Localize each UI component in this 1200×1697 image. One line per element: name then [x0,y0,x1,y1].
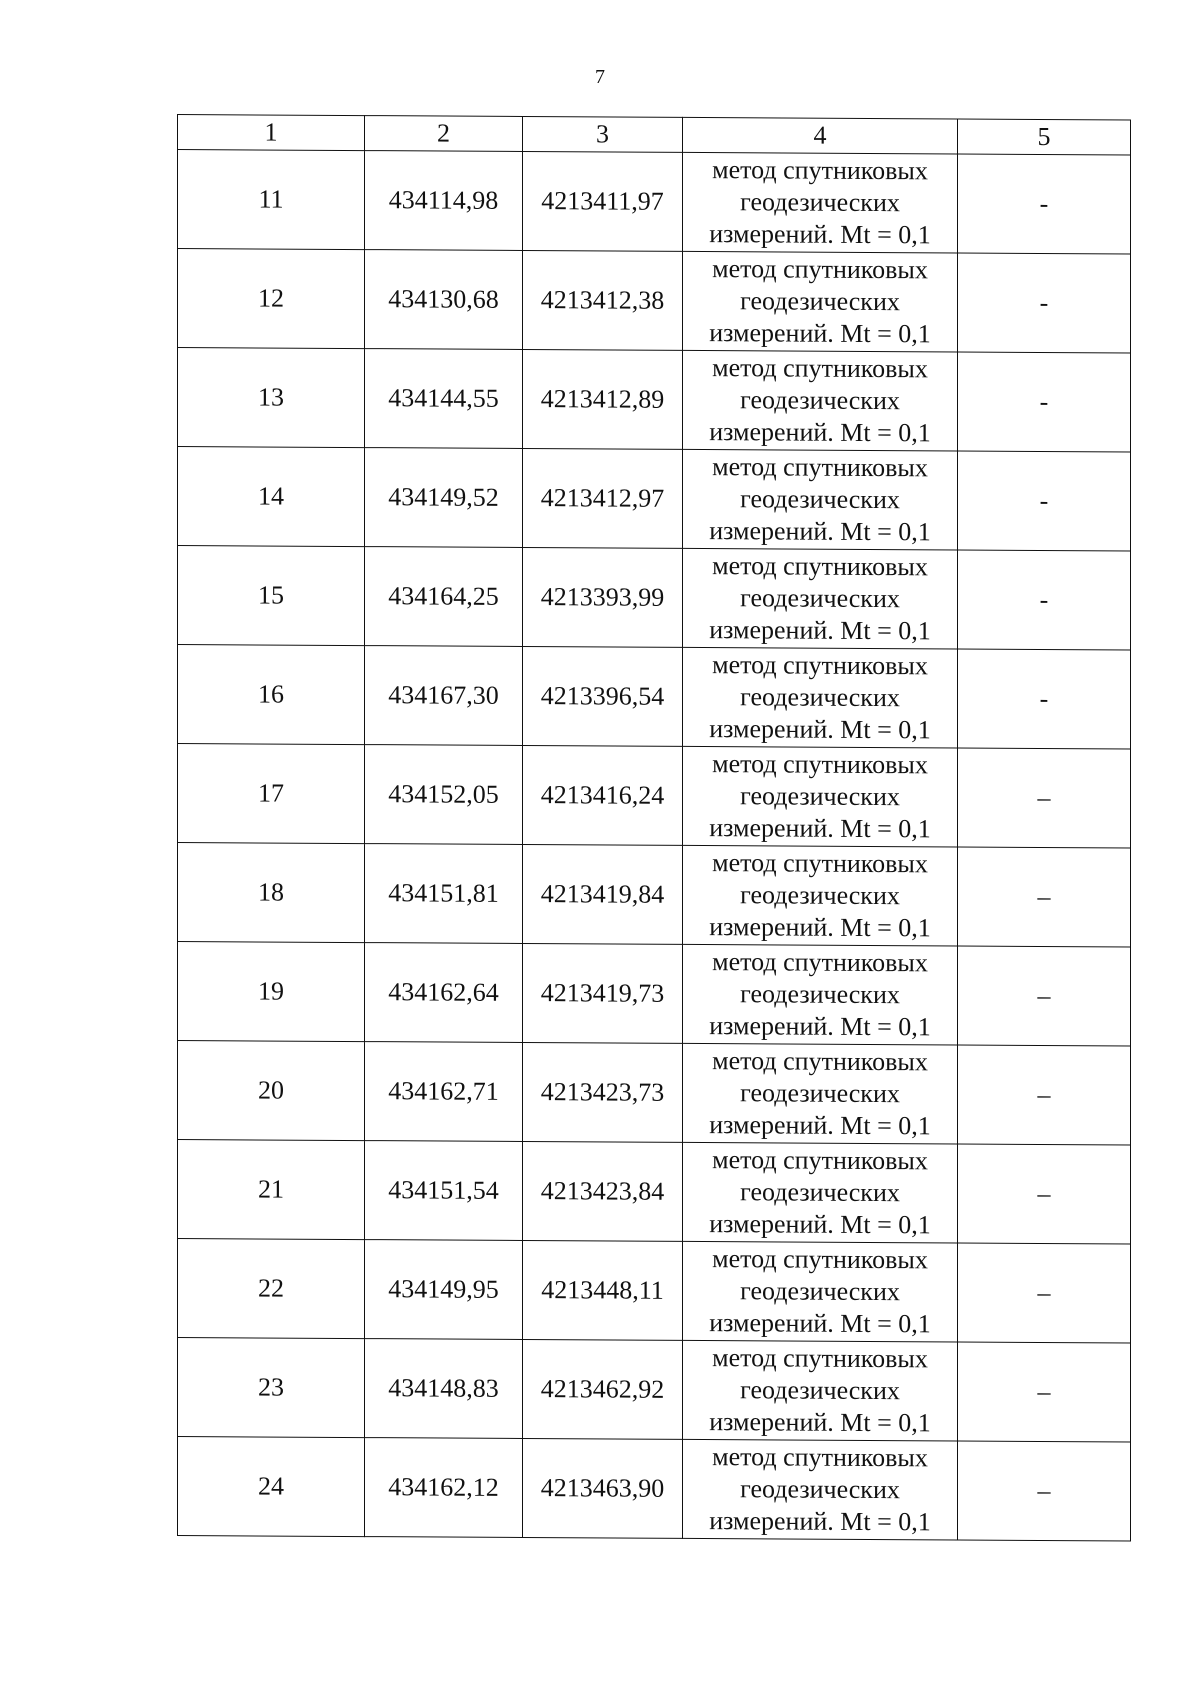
table-header-row [178,115,1131,155]
method-cell: метод спутниковых геодезических измерений. Mt = 0,1 [683,1043,958,1144]
table-row [178,1437,1131,1541]
method-cell: метод спутниковых геодезических измерений. Mt = 0,1 [683,350,958,451]
x-coordinate-cell: 434114,98 [365,151,523,251]
table-row [178,1239,1131,1343]
y-coordinate-cell: 4213423,73 [523,1042,683,1142]
y-coordinate-cell: 4213412,89 [523,349,683,449]
method-cell: метод спутниковых геодезических измерений. Mt = 0,1 [683,746,958,847]
y-coordinate-cell: 4213411,97 [523,151,683,251]
table-row [178,348,1131,452]
table-row [178,447,1131,551]
note-cell: - [958,649,1131,749]
x-coordinate-cell: 434149,95 [365,1240,523,1340]
note-cell: – [958,1342,1131,1442]
point-number-cell: 19 [178,942,365,1042]
table-row [178,249,1131,353]
point-number-cell: 17 [178,744,365,844]
header-col-1: 1 [178,115,365,151]
method-cell: метод спутниковых геодезических измерений. Mt = 0,1 [683,548,958,649]
point-number-cell: 16 [178,645,365,745]
x-coordinate-cell: 434149,52 [365,448,523,548]
table-row [178,546,1131,650]
coordinates-table [177,114,1131,1541]
point-number-cell: 23 [178,1338,365,1438]
y-coordinate-cell: 4213448,11 [523,1240,683,1340]
table-row [178,1140,1131,1244]
note-cell: - [958,550,1131,650]
x-coordinate-cell: 434151,54 [365,1141,523,1241]
y-coordinate-cell: 4213462,92 [523,1339,683,1439]
y-coordinate-cell: 4213412,97 [523,448,683,548]
x-coordinate-cell: 434167,30 [365,646,523,746]
header-col-2: 2 [365,116,523,152]
note-cell: - [958,352,1131,452]
y-coordinate-cell: 4213393,99 [523,547,683,647]
x-coordinate-cell: 434130,68 [365,250,523,350]
x-coordinate-cell: 434162,64 [365,943,523,1043]
y-coordinate-cell: 4213419,84 [523,844,683,944]
point-number-cell: 18 [178,843,365,943]
note-cell: - [958,154,1131,254]
method-cell: метод спутниковых геодезических измерений. Mt = 0,1 [683,1142,958,1243]
point-number-cell: 13 [178,348,365,448]
header-col-4: 4 [683,117,958,154]
method-cell: метод спутниковых геодезических измерений. Mt = 0,1 [683,449,958,550]
table-row [178,942,1131,1046]
table-body [178,150,1131,1541]
note-cell: – [958,847,1131,947]
note-cell: – [958,748,1131,848]
note-cell: – [958,946,1131,1046]
method-cell: метод спутниковых геодезических измерений. Mt = 0,1 [683,944,958,1045]
point-number-cell: 11 [178,150,365,250]
x-coordinate-cell: 434144,55 [365,349,523,449]
method-cell: метод спутниковых геодезических измерений. Mt = 0,1 [683,647,958,748]
table-row [178,645,1131,749]
x-coordinate-cell: 434151,81 [365,844,523,944]
point-number-cell: 20 [178,1041,365,1141]
y-coordinate-cell: 4213463,90 [523,1438,683,1538]
table-row [178,1338,1131,1442]
header-col-5: 5 [958,119,1131,155]
y-coordinate-cell: 4213416,24 [523,745,683,845]
note-cell: – [958,1441,1131,1541]
method-cell: метод спутниковых геодезических измерений. Mt = 0,1 [683,1340,958,1441]
note-cell: – [958,1045,1131,1145]
point-number-cell: 22 [178,1239,365,1339]
method-cell: метод спутниковых геодезических измерений. Mt = 0,1 [683,1439,958,1540]
method-cell: метод спутниковых геодезических измерений. Mt = 0,1 [683,845,958,946]
table-row [178,150,1131,254]
note-cell: - [958,451,1131,551]
point-number-cell: 21 [178,1140,365,1240]
method-cell: метод спутниковых геодезических измерений. Mt = 0,1 [683,1241,958,1342]
table-row [178,1041,1131,1145]
x-coordinate-cell: 434162,12 [365,1438,523,1538]
point-number-cell: 15 [178,546,365,646]
header-col-3: 3 [523,116,683,152]
y-coordinate-cell: 4213419,73 [523,943,683,1043]
point-number-cell: 14 [178,447,365,547]
y-coordinate-cell: 4213412,38 [523,250,683,350]
note-cell: - [958,253,1131,353]
note-cell: – [958,1144,1131,1244]
page-number: 7 [595,66,605,88]
method-cell: метод спутниковых геодезических измерений. Mt = 0,1 [683,152,958,253]
point-number-cell: 12 [178,249,365,349]
method-cell: метод спутниковых геодезических измерений. Mt = 0,1 [683,251,958,352]
x-coordinate-cell: 434164,25 [365,547,523,647]
table-row [178,744,1131,848]
table-row [178,843,1131,947]
x-coordinate-cell: 434152,05 [365,745,523,845]
y-coordinate-cell: 4213423,84 [523,1141,683,1241]
y-coordinate-cell: 4213396,54 [523,646,683,746]
note-cell: – [958,1243,1131,1343]
point-number-cell: 24 [178,1437,365,1537]
x-coordinate-cell: 434162,71 [365,1042,523,1142]
x-coordinate-cell: 434148,83 [365,1339,523,1439]
